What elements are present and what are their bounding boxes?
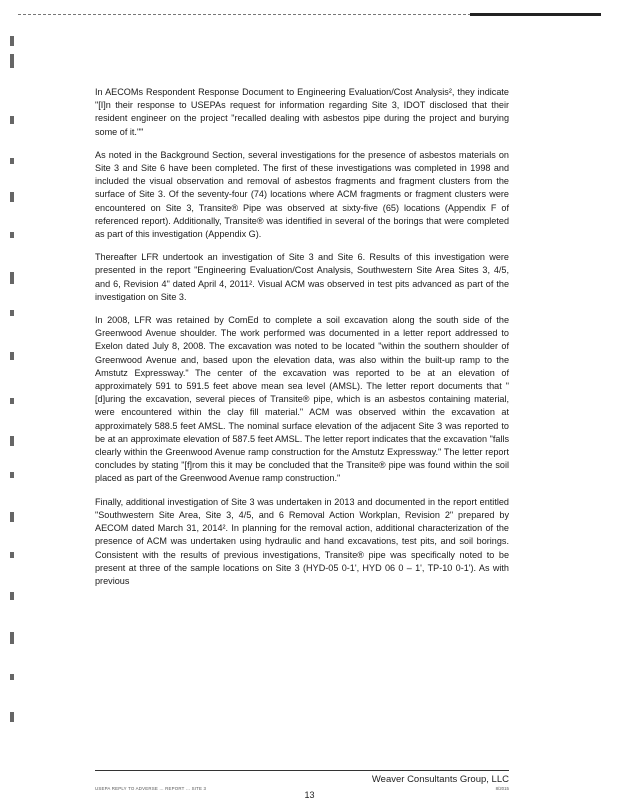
header-rule-heavy xyxy=(470,13,601,16)
paragraph-lfr-investigation: Thereafter LFR undertook an investigation of Site 3 and Site 6. Results of this investigation were presented in the report "Engineering Evaluation/Cost Analysis, Southwestern Site Area Sites 3, 4/5, and 6, Revision 4" dated April 4, 2011². Visual ACM was observed in test pits advanced as part of the investigation on Site 3. xyxy=(95,252,509,302)
paragraph-aecom-response: In AECOMs Respondent Response Document to Engineering Evaluation/Cost Analysis², they indicate "[I]n their response to USEPAs request for information regarding Site 3, IDOT disclosed that their resident engineer on the project "recalled dealing with asbestos pipe during the project and burying some of it."" xyxy=(95,87,509,137)
scan-margin-marks xyxy=(10,32,24,752)
footer-company: Weaver Consultants Group, LLC xyxy=(371,774,509,785)
footer-document-id: USEPA REPLY TO ADVERSE ... REPORT ... SITE 3 xyxy=(95,786,207,791)
paragraph-investigations: As noted in the Background Section, several investigations for the presence of asbestos materials on Site 3 and Site 6 have been completed. The first of these investigations was completed in 1998 and included the visual observation and removal of asbestos fragments and fragment clusters from the surface of Site 3. Of the seventy-four (74) locations where ACM fragments or fragment clusters were encountered on Site 3, Transite® Pipe was observed at sixty-five (65) locations (Appendix F of referenced report). Additionally, Transite® was identified in several of the borings that were completed as part of this investigation (Appendix G). xyxy=(95,149,509,240)
paragraph-2013-investigation: Finally, additional investigation of Site 3 was undertaken in 2013 and documented in the report entitled "Southwestern Site Area, Site 3, 4/5, and 6 Removal Action Workplan, Revision 2" prepared by AECOM dated March 31, 2014². In planning for the removal action, additional characterization of the presence of ACM was undertaken using hydraulic and hand excavations, test pits, and soil borings. Consistent with the results of previous investigations, Transite® pipe was specifically noted to be present at three of the sample locations on Site 3 (HYD-05 0-1', HYD 06 0 – 1', TP-10 0-1'). As with previous xyxy=(95,496,509,586)
page-number: 13 xyxy=(304,790,315,800)
paragraph-2008-excavation: In 2008, LFR was retained by ComEd to complete a soil excavation along the south side of the Greenwood Avenue shoulder. The work performed was documented in a letter report addressed to Exelon dated July 8, 2008. The excavation was noted to be located "within the southern shoulder of Greenwood Avenue and, based upon the elevation data, was also within the built-up ramp to the Amstutz Expressway." The center of the excavation was reported to be at an elevation of approximately 591 to 591.5 feet above mean sea level (AMSL). The letter report documents that "[d]uring the excavation, several pieces of Transite® pipe, which is an asbestos containing material, were encountered within the clay fill material." ACM was observed within the excavation at approximately 588.5 feet AMSL. The nominal surface elevation of the adjacent Site 3 was reported to be at an approximate elevation of 587.5 feet AMSL. The letter report indicates that the excavation "falls clearly within the Greenwood Avenue ramp construction for the Amstutz Expressway." The letter report concludes by stating "[f]rom this it may be concluded that the Transite® pipe was found within the soil placed as part of the Greenwood Avenue ramp construction." xyxy=(95,315,509,484)
body-text xyxy=(95,86,509,598)
footer-rule xyxy=(95,770,509,771)
footer-date: 8/2015 xyxy=(495,786,509,791)
